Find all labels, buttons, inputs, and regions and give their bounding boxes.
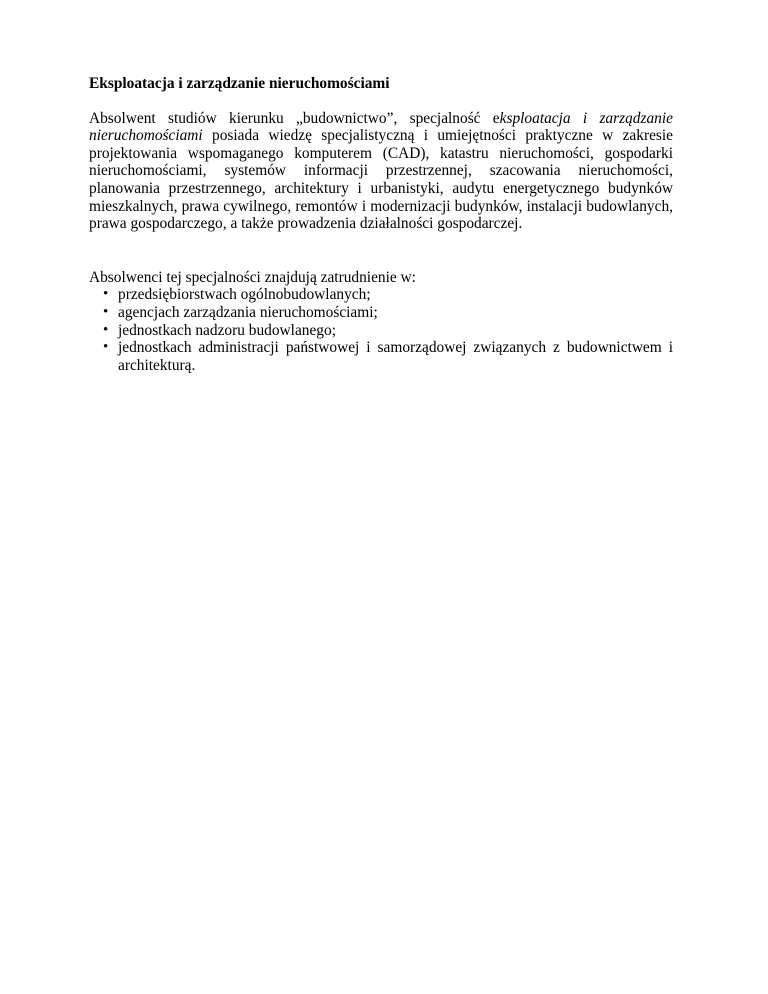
document-title: Eksploatacja i zarządzanie nieruchomościami xyxy=(89,75,390,92)
employment-intro: Absolwenci tej specjalności znajdują zatrudnienie w: xyxy=(89,268,416,286)
paragraph-text-rest: posiada wiedzę specjalistyczną i umiejętności praktyczne w zakresie projektowania wspomaganego komputerem (CAD), katastru nieruchomości, gospodarki nieruchomościami, systemów informacji przestrzennej, szacowania nieruchomości, planowania przestrzennego, architektury i urbanistyki, audytu energetycznego budynków mieszkalnych, prawa cywilnego, remontów i modernizacji budynków, instalacji budowlanych, prawa gospodarczego, a także prowadzenia działalności gospodarczej. xyxy=(89,127,673,233)
list-item-text: agencjach zarządzania nieruchomościami; xyxy=(118,303,378,321)
list-item xyxy=(89,304,673,322)
paragraph-text-start: Absolwent studiów kierunku „budownictwo”, specjalność e xyxy=(89,109,500,127)
list-item-text: jednostkach nadzoru budowlanego; xyxy=(118,321,336,339)
employment-list xyxy=(89,286,673,374)
description-paragraph xyxy=(89,110,673,233)
list-item xyxy=(89,339,673,374)
bullet-icon: • xyxy=(103,303,109,320)
bullet-icon: • xyxy=(103,286,109,303)
specialization-name: ksploatacja i zarządzanie nieruchomościami xyxy=(89,109,673,145)
list-item-text: przedsiębiorstwach ogólnobudowlanych; xyxy=(118,286,371,304)
list-item xyxy=(89,286,673,304)
bullet-icon: • xyxy=(103,321,109,338)
list-item xyxy=(89,322,673,340)
bullet-icon: • xyxy=(103,339,109,356)
document-page xyxy=(89,75,673,374)
list-item-text: jednostkach administracji państwowej i samorządowej związanych z budownictwem i architekturą. xyxy=(118,339,673,374)
